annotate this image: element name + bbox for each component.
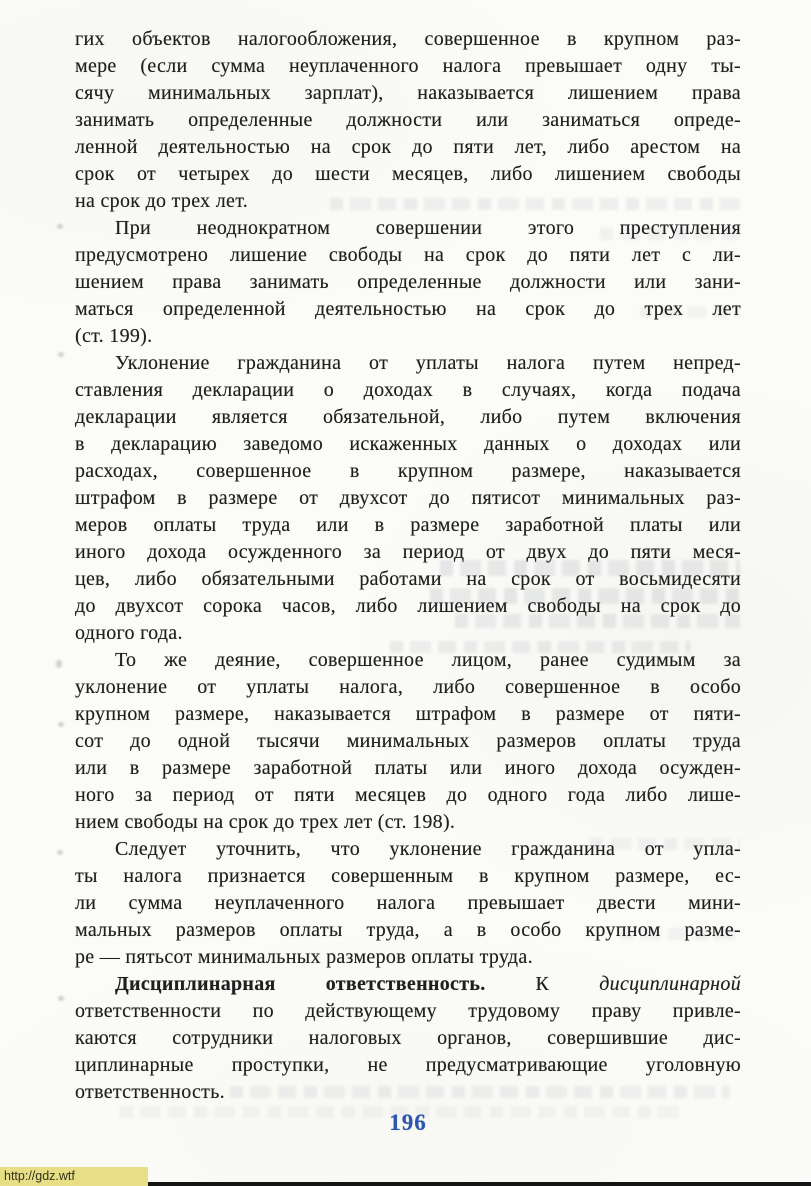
paragraph [75,971,741,1106]
text-line: мере (если сумма неуплаченного налога превышает одну ты- [75,55,741,77]
text-line: То же деяние, совершенное лицом, ранее судимым за [115,649,741,671]
scan-smudge [56,660,62,668]
page-number: 196 [389,1110,427,1135]
text-line: предусмотрено лишение свободы на срок до пяти лет с ли- [75,244,741,266]
text-line: ленной деятельностью на срок до пяти лет, либо арестом на [75,136,741,158]
text-line: до двухсот сорока часов, либо лишением свободы на срок до [75,595,741,617]
text-line: ответственность. [75,1081,225,1103]
text-line: Следует уточнить, что уклонение гражданина от упла- [115,838,741,860]
paragraph [75,647,741,836]
text-line: уклонение от уплаты налога, либо совершенное в особо [75,676,741,698]
text-block [75,26,741,1106]
text-line: мальных размеров оплаты труда, а в особо крупном разме- [75,919,741,941]
text-line: нием свободы на срок до трех лет (ст. 198). [75,811,456,833]
scan-smudge [58,996,64,1001]
text-line: меров оплаты труда или в размере заработной платы или [75,514,741,536]
text-line: ли сумма неуплаченного налога превышает двести мини- [75,892,741,914]
text-line: ответственности по действующему трудовому праву привле- [75,1000,741,1022]
text-line: сот до одной тысячи минимальных размеров оплаты труда [75,730,741,752]
scan-edge-bar [55,1182,811,1186]
text-line: сячу минимальных зарплат), наказывается лишением права [75,82,741,104]
text-line: маться определенной деятельностью на срок до трех лет [75,298,741,320]
text-line: Уклонение гражданина от уплаты налога путем непред- [115,352,741,374]
text-segment-bold: Дисциплинарная ответственность. [115,973,486,995]
text-line: ре — пятьсот минимальных размеров оплаты труда. [75,946,533,968]
text-line: срок от четырех до шести месяцев, либо лишением свободы [75,163,741,185]
scan-smudge [57,224,63,229]
text-line: ставления декларации о доходах в случаях, когда подача [75,379,741,401]
text-line: декларации является обязательной, либо путем включения [75,406,741,428]
scan-smudge [58,352,64,357]
text-line: При неоднократном совершении этого преступления [115,217,741,239]
text-line: штрафом в размере от двухсот до пятисот минимальных раз- [75,487,741,509]
text-line: иного дохода осужденного за период от двух до пяти меся- [75,541,741,563]
scan-smudge [58,722,64,727]
paragraph [75,350,741,647]
text-line: ного за период от пяти месяцев до одного года либо лише- [75,784,741,806]
text-line: гих объектов налогообложения, совершенное в крупном раз- [75,28,741,50]
text-line: шением права занимать определенные должности или зани- [75,271,741,293]
text-segment-normal: К [485,973,600,995]
paragraph [75,26,741,215]
text-line: расходах, совершенное в крупном размере, наказывается [75,460,741,482]
paragraph [75,836,741,971]
scan-smudge [57,850,63,855]
text-line: занимать определенные должности или заниматься опреде- [75,109,741,131]
text-line: на срок до трех лет. [75,190,249,212]
text-line: одного года. [75,622,183,644]
text-line [75,971,741,998]
text-line: (ст. 199). [75,325,153,347]
text-line: крупном размере, наказывается штрафом в размере от пяти- [75,703,741,725]
text-line: цев, либо обязательными работами на срок от восьмидесяти [75,568,741,590]
text-line: каются сотрудники налоговых органов, совершившие дис- [75,1027,741,1049]
text-line: ты налога признается совершенным в крупном размере, ес- [75,865,741,887]
text-line: в декларацию заведомо искаженных данных о доходах или [75,433,741,455]
text-segment-italic: дисциплинарной [599,973,741,995]
paragraph [75,215,741,350]
watermark-url: http://gdz.wtf [0,1167,148,1186]
text-line: циплинарные проступки, не предусматривающие уголовную [75,1054,741,1076]
text-line: или в размере заработной платы или иного дохода осужден- [75,757,741,779]
